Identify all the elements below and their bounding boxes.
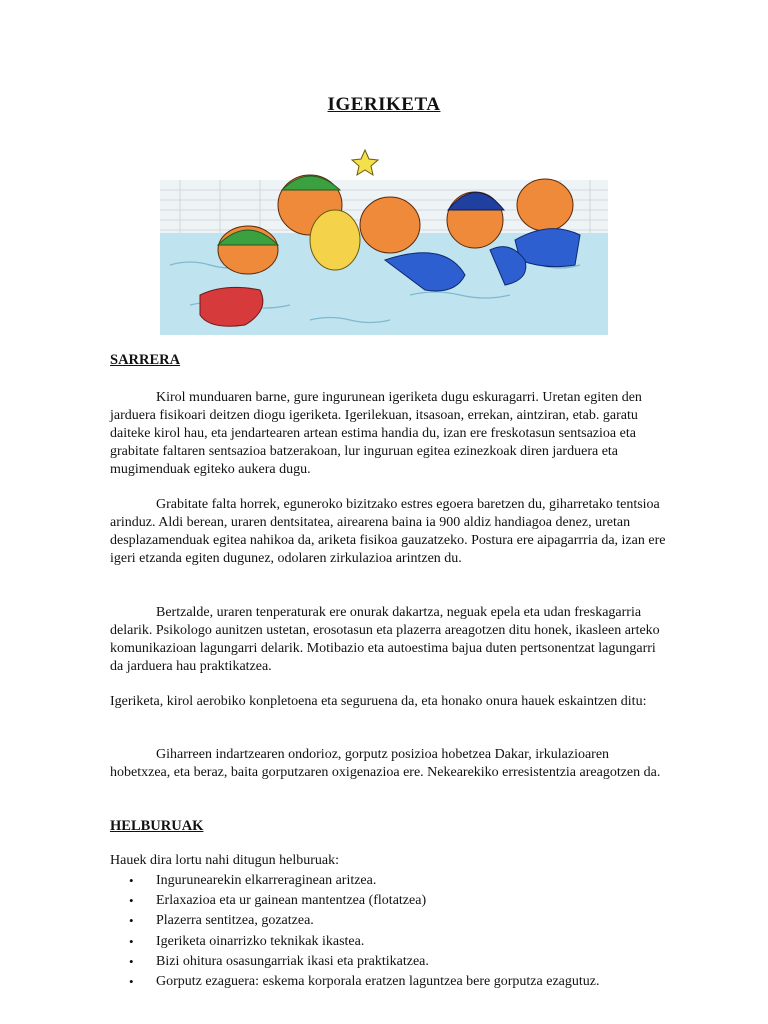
list-item [110, 911, 670, 931]
list-item-text: Gorputz ezaguera: eskema korporala eratzen laguntzea bere gorputza ezagutuz. [156, 974, 600, 990]
section-heading-helburuak: HELBURUAK [110, 818, 204, 834]
bullet-icon: • [129, 953, 134, 969]
document-title: IGERIKETA [327, 94, 441, 115]
paragraph: Igeriketa, kirol aerobiko konpletoena eta seguruena da, eta honako onura hauek eskaintzen ditu: [110, 694, 647, 709]
section-heading-sarrera: SARRERA [110, 352, 181, 368]
paragraph: Kirol munduaren barne, gure ingurunean igeriketa dugu eskuragarri. Uretan egiten den jarduera fisikoari deitzen diogu igeriketa. Igerilekuan, itsasoan, errekan, aintziran, etab. garatu daiteke kirol hau, eta jendartearen artean estima handia du, izan ere freskotasun sentsazioa eta grabitate faltaren sentsazioa batzerakoan, lur inguruan egitea ezinezkoak diren jarduera eta mugimenduak egiteko aukera dugu. [110, 390, 642, 477]
bullet-icon: • [129, 913, 134, 929]
list-item-text: Ingurunearekin elkarreraginean aritzea. [156, 873, 377, 888]
bullet-icon: • [129, 873, 134, 888]
list-item-text: Bizi ohitura osasungarriak ikasi eta praktikatzea. [156, 953, 429, 969]
goals-intro: Hauek dira lortu nahi ditugun helburuak: [110, 853, 339, 868]
paragraph: Grabitate falta horrek, eguneroko bizitzako estres egoera baretzen du, giharretako tentsioa arinduz. Aldi berean, uraren dentsitatea, airearena baina ia 900 aldiz handiagoa denez, uretan desplazamenduak egitea nahikoa da, ariketa fisikoa gauzatzeko. Postura ere aipagarrria da, izan ere igeri etzanda egiten dugunez, odolaren zirkulazioa arintzen du. [110, 497, 666, 566]
paragraph: Bertzalde, uraren tenperaturak ere onurak dakartza, neguak epela eta udan freskagarria delarik. Psikologo aunitzen ustetan, erosotasun eta plazerra areagotzen ditu honek, ikasleen arteko komunikazioan lagungarri delarik. Motibazio eta autoestima bajua duten pertsonentzat lagungarri da jarduera hau praktikatzea. [110, 605, 660, 674]
list-item-text: Igeriketa oinarrizko teknikak ikastea. [156, 933, 365, 949]
bullet-icon: • [129, 933, 134, 949]
list-item [110, 871, 670, 891]
bullet-icon: • [129, 974, 134, 990]
goals-list [110, 871, 670, 992]
bullet-icon: • [129, 893, 134, 909]
cartoon-kids-swimming-illustration [160, 145, 608, 335]
list-item [110, 891, 670, 911]
list-item [110, 932, 670, 952]
list-item [110, 972, 670, 992]
list-item [110, 952, 670, 972]
list-item-text: Plazerra sentitzea, gozatzea. [156, 913, 314, 929]
paragraph: Giharreen indartzearen ondorioz, gorputz posizioa hobetzea Dakar, irkulazioaren hobetxzea, eta beraz, baita gorputzaren oxigenazioa ere. Nekearekiko erresistentzia areagotzen da. [110, 747, 661, 780]
list-item-text: Erlaxazioa eta ur gainean mantentzea (flotatzea) [156, 893, 427, 909]
